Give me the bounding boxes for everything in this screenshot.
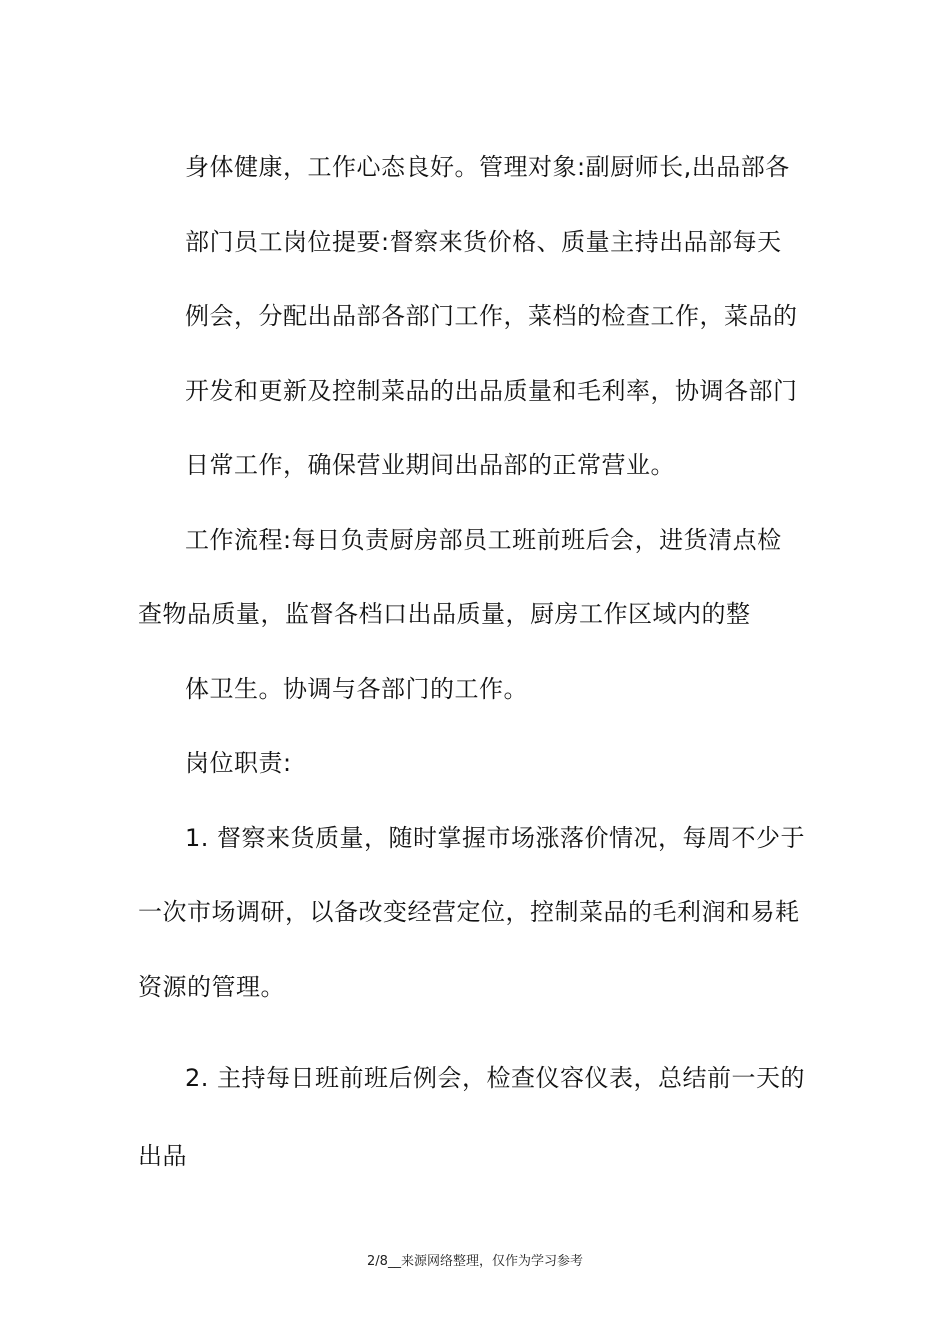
text-line-6: 工作流程:每日负责厨房部员工班前班后会，进货清点检: [185, 526, 782, 554]
text-line-7: 查物品质量，监督各档口出品质量，厨房工作区域内的整: [138, 600, 751, 628]
page-footer: 2/8__来源网络整理，仅作为学习参考: [367, 1254, 583, 1269]
text-line-12: 资源的管理。: [138, 973, 285, 1001]
text-line-10: 1. 督察来货质量，随时掌握市场涨落价情况，每周不少于: [185, 824, 806, 852]
text-line-4: 开发和更新及控制菜品的出品质量和毛利率，协调各部门: [185, 377, 798, 405]
text-line-5: 日常工作，确保营业期间出品部的正常营业。: [185, 451, 675, 479]
text-line-2: 部门员工岗位提要:督察来货价格、质量主持出品部每天: [185, 228, 782, 256]
text-line-1: 身体健康，工作心态良好。管理对象:副厨师长,出品部各: [185, 153, 790, 181]
text-line-11: 一次市场调研，以备改变经营定位，控制菜品的毛利润和易耗: [138, 898, 800, 926]
section-heading-duties: 岗位职责:: [185, 749, 292, 777]
text-line-14: 出品: [138, 1142, 187, 1170]
text-line-13: 2. 主持每日班前班后例会，检查仪容仪表，总结前一天的: [185, 1064, 806, 1092]
text-line-8: 体卫生。协调与各部门的工作。: [185, 675, 528, 703]
text-line-3: 例会，分配出品部各部门工作，菜档的检查工作，菜品的: [185, 302, 798, 330]
